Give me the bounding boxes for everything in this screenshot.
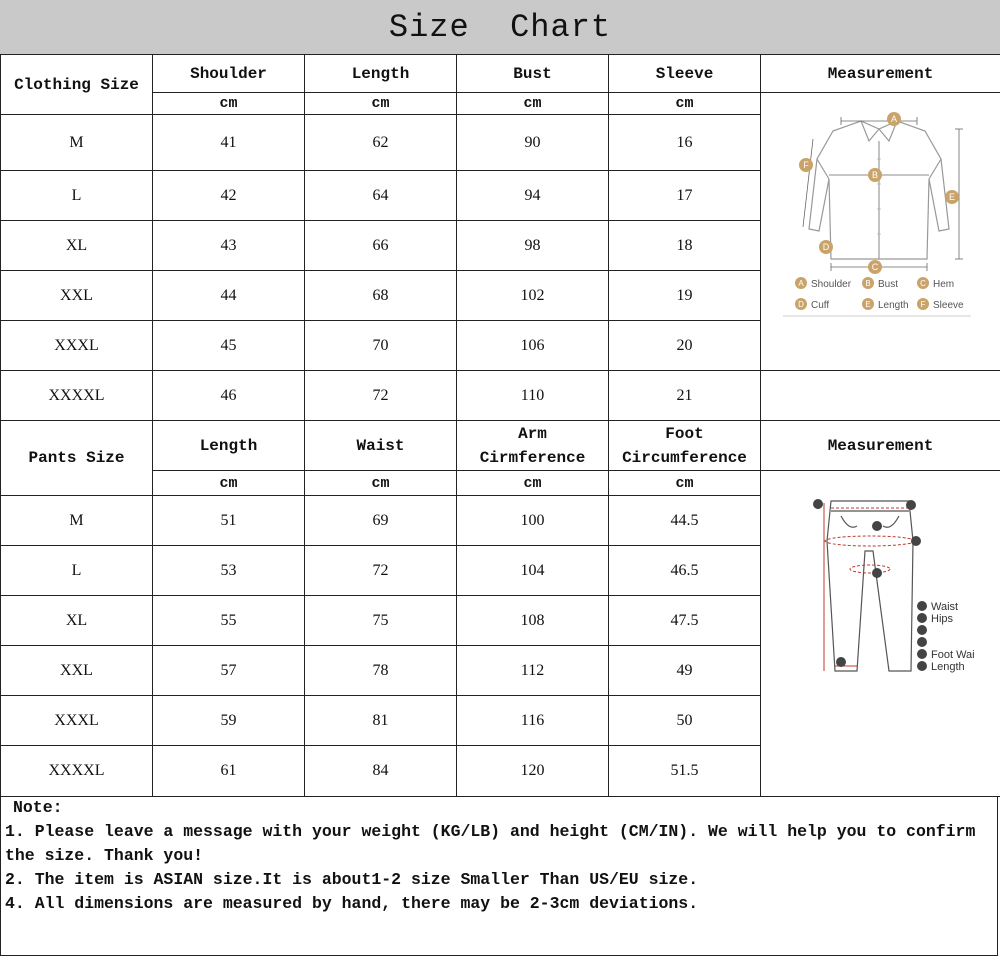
value-cell: 90 xyxy=(457,115,609,171)
size-cell: L xyxy=(1,171,153,221)
value-cell: 44 xyxy=(153,271,305,321)
clothing-size-table xyxy=(0,54,1000,421)
note-heading: Note: xyxy=(13,798,63,817)
column-header: Shoulder xyxy=(153,55,305,93)
value-cell: 68 xyxy=(305,271,457,321)
svg-text:D: D xyxy=(798,300,804,309)
column-header: Bust xyxy=(457,55,609,93)
size-cell: XXXXL xyxy=(1,746,153,797)
value-cell: 57 xyxy=(153,646,305,696)
pants-size-table xyxy=(0,420,1000,797)
legend-cuff: Cuff xyxy=(811,300,830,311)
size-cell: XXXL xyxy=(1,321,153,371)
value-cell: 46 xyxy=(153,371,305,421)
unit-label: cm xyxy=(457,471,609,496)
legend-bust: Bust xyxy=(878,279,899,290)
value-cell: 98 xyxy=(457,221,609,271)
value-cell: 19 xyxy=(609,271,761,321)
size-cell: XXL xyxy=(1,271,153,321)
legend-shoulder: Shoulder xyxy=(811,279,852,290)
size-cell: M xyxy=(1,496,153,546)
value-cell: 66 xyxy=(305,221,457,271)
unit-label: cm xyxy=(305,93,457,115)
value-cell: 47.5 xyxy=(609,596,761,646)
notes-section xyxy=(0,796,998,956)
value-cell: 53 xyxy=(153,546,305,596)
value-cell: 51 xyxy=(153,496,305,546)
legend-length: Length xyxy=(931,661,965,673)
value-cell: 46.5 xyxy=(609,546,761,596)
column-header: Length xyxy=(305,55,457,93)
value-cell: 72 xyxy=(305,546,457,596)
unit-label: cm xyxy=(609,471,761,496)
svg-text:D: D xyxy=(822,242,830,252)
value-cell: 18 xyxy=(609,221,761,271)
unit-label: cm xyxy=(153,471,305,496)
svg-text:E: E xyxy=(948,192,956,202)
value-cell: 70 xyxy=(305,321,457,371)
size-cell: M xyxy=(1,115,153,171)
value-cell: 17 xyxy=(609,171,761,221)
table-row xyxy=(1,371,1000,421)
value-cell: 102 xyxy=(457,271,609,321)
column-header: Foot Circumference xyxy=(609,421,761,471)
size-cell: XXXXL xyxy=(1,371,153,421)
value-cell: 16 xyxy=(609,115,761,171)
legend-sleeve: Sleeve xyxy=(933,300,964,311)
svg-text:B: B xyxy=(871,170,879,180)
legend-hips: Hips xyxy=(931,613,954,625)
value-cell: 44.5 xyxy=(609,496,761,546)
value-cell: 84 xyxy=(305,746,457,797)
size-cell: XXXL xyxy=(1,696,153,746)
value-cell: 43 xyxy=(153,221,305,271)
unit-label: cm xyxy=(457,93,609,115)
value-cell: 45 xyxy=(153,321,305,371)
empty-cell xyxy=(761,371,1000,421)
svg-text:B: B xyxy=(865,279,871,288)
svg-text:E: E xyxy=(865,300,871,309)
value-cell: 112 xyxy=(457,646,609,696)
value-cell: 49 xyxy=(609,646,761,696)
value-cell: 100 xyxy=(457,496,609,546)
size-cell: L xyxy=(1,546,153,596)
shirt-diagram-cell xyxy=(761,93,1000,371)
value-cell: 42 xyxy=(153,171,305,221)
value-cell: 61 xyxy=(153,746,305,797)
column-header: Arm Cirmference xyxy=(457,421,609,471)
value-cell: 41 xyxy=(153,115,305,171)
size-cell: XXL xyxy=(1,646,153,696)
note-item: 4. All dimensions are measured by hand, there may be 2-3cm deviations. xyxy=(5,894,699,913)
svg-text:F: F xyxy=(920,300,926,309)
unit-label: cm xyxy=(305,471,457,496)
value-cell: 78 xyxy=(305,646,457,696)
clothing-size-header: Clothing Size xyxy=(1,55,153,115)
size-cell: XL xyxy=(1,221,153,271)
column-header: Sleeve xyxy=(609,55,761,93)
pants-size-header: Pants Size xyxy=(1,421,153,496)
value-cell: 69 xyxy=(305,496,457,546)
svg-text:A: A xyxy=(890,114,898,124)
value-cell: 94 xyxy=(457,171,609,221)
measurement-header: Measurement xyxy=(761,55,1000,93)
value-cell: 20 xyxy=(609,321,761,371)
legend-length: Length xyxy=(878,300,909,311)
unit-label: cm xyxy=(609,93,761,115)
value-cell: 110 xyxy=(457,371,609,421)
value-cell: 108 xyxy=(457,596,609,646)
pants-measurement-diagram xyxy=(761,471,1000,791)
value-cell: 50 xyxy=(609,696,761,746)
value-cell: 21 xyxy=(609,371,761,421)
value-cell: 104 xyxy=(457,546,609,596)
column-header: Waist xyxy=(305,421,457,471)
value-cell: 81 xyxy=(305,696,457,746)
value-cell: 51.5 xyxy=(609,746,761,797)
unit-label: cm xyxy=(153,93,305,115)
value-cell: 55 xyxy=(153,596,305,646)
legend-waist: Waist xyxy=(931,601,959,613)
value-cell: 72 xyxy=(305,371,457,421)
legend-hem: Hem xyxy=(933,279,955,290)
value-cell: 116 xyxy=(457,696,609,746)
note-item: 1. Please leave a message with your weight (KG/LB) and height (CM/IN). We will help you to confirm the size. Thank you! xyxy=(5,822,976,865)
shirt-measurement-diagram xyxy=(761,99,1000,359)
value-cell: 106 xyxy=(457,321,609,371)
svg-text:C: C xyxy=(871,262,879,272)
size-cell: XL xyxy=(1,596,153,646)
value-cell: 64 xyxy=(305,171,457,221)
svg-text:A: A xyxy=(798,279,804,288)
svg-text:C: C xyxy=(920,279,926,288)
column-header: Length xyxy=(153,421,305,471)
measurement-header: Measurement xyxy=(761,421,1000,471)
value-cell: 62 xyxy=(305,115,457,171)
value-cell: 75 xyxy=(305,596,457,646)
note-item: 2. The item is ASIAN size.It is about1-2 size Smaller Than US/EU size. xyxy=(5,870,699,889)
legend-foot: Foot Wai xyxy=(931,649,975,661)
svg-text:F: F xyxy=(803,160,809,170)
chart-title: Size Chart xyxy=(0,0,1000,55)
pants-diagram-cell xyxy=(761,471,1000,797)
value-cell: 59 xyxy=(153,696,305,746)
value-cell: 120 xyxy=(457,746,609,797)
